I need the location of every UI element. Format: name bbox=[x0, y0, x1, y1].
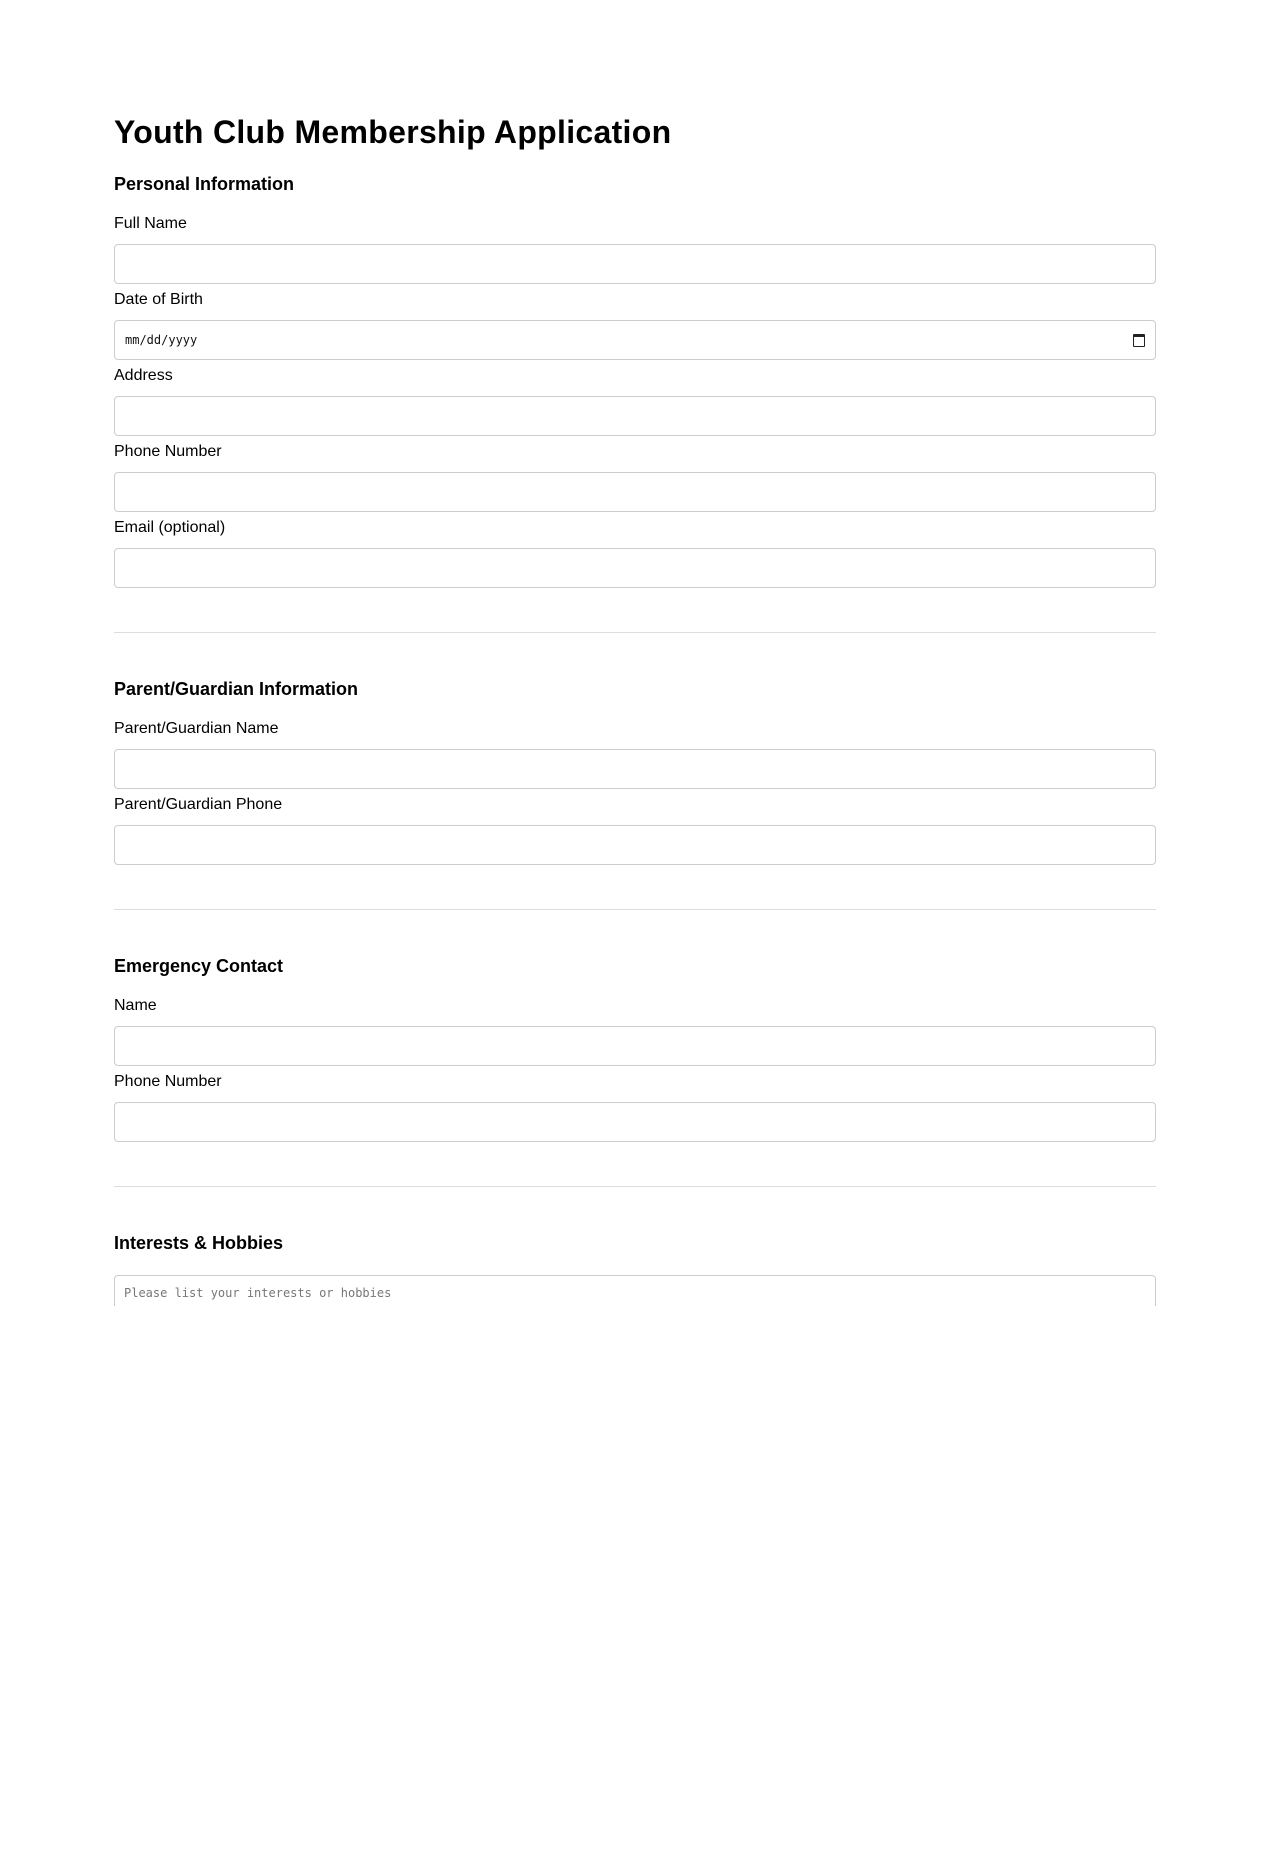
phone-input[interactable] bbox=[114, 472, 1156, 512]
parent-name-input[interactable] bbox=[114, 749, 1156, 789]
parent-phone-label: Parent/Guardian Phone bbox=[114, 796, 283, 813]
emergency-phone-input[interactable] bbox=[114, 1102, 1156, 1142]
personal-information-section bbox=[114, 173, 1156, 633]
dob-placeholder: mm/dd/yyyy bbox=[125, 333, 198, 347]
dob-input[interactable] bbox=[114, 320, 1156, 360]
email-label: Email (optional) bbox=[114, 519, 226, 536]
calendar-icon[interactable] bbox=[1133, 334, 1145, 347]
address-input[interactable] bbox=[114, 396, 1156, 436]
page-title: Youth Club Membership Application bbox=[114, 114, 672, 150]
dob-label: Date of Birth bbox=[114, 291, 203, 308]
full-name-label: Full Name bbox=[114, 215, 187, 232]
section-heading: Personal Information bbox=[114, 174, 295, 194]
parent-name-label: Parent/Guardian Name bbox=[114, 720, 279, 737]
application-form bbox=[114, 0, 1156, 1306]
parent-phone-input[interactable] bbox=[114, 825, 1156, 865]
emergency-name-input[interactable] bbox=[114, 1026, 1156, 1066]
parent-guardian-section bbox=[114, 633, 1156, 910]
emergency-name-label: Name bbox=[114, 997, 157, 1014]
email-input[interactable] bbox=[114, 548, 1156, 588]
emergency-phone-label: Phone Number bbox=[114, 1073, 222, 1090]
interests-textarea[interactable] bbox=[114, 1275, 1156, 1306]
interests-section bbox=[114, 1187, 1156, 1306]
section-heading: Emergency Contact bbox=[114, 956, 284, 976]
address-label: Address bbox=[114, 367, 173, 384]
section-heading: Parent/Guardian Information bbox=[114, 679, 359, 699]
full-name-input[interactable] bbox=[114, 244, 1156, 284]
interests-placeholder: Please list your interests or hobbies bbox=[124, 1286, 392, 1300]
emergency-contact-section bbox=[114, 910, 1156, 1187]
section-heading: Interests & Hobbies bbox=[114, 1233, 284, 1253]
phone-label: Phone Number bbox=[114, 443, 222, 460]
